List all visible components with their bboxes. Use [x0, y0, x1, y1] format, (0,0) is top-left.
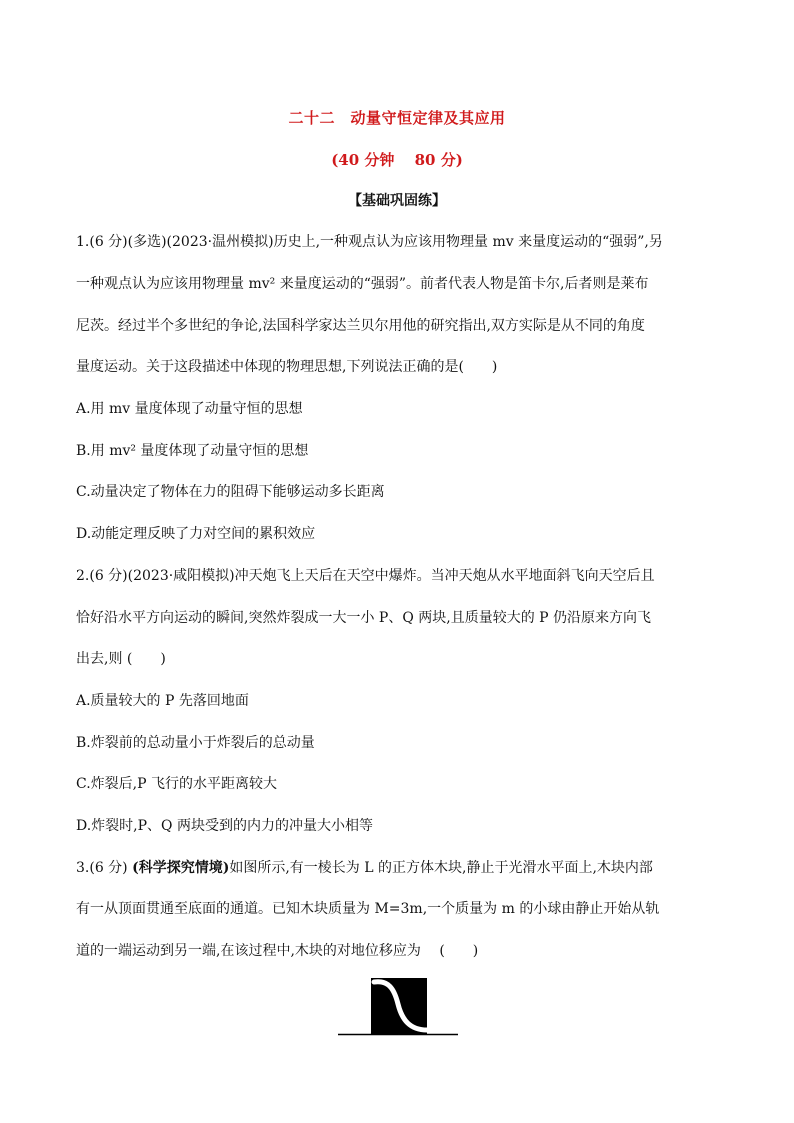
q1-option-b: B.用 mv² 量度体现了动量守恒的思想 [76, 443, 309, 459]
cube-channel-figure [338, 976, 458, 1036]
page-title: 二十二 动量守恒定律及其应用 [288, 109, 506, 127]
q1-option-d: D.动能定理反映了力对空间的累积效应 [76, 526, 316, 542]
time-score-subtitle: (40 分钟 80 分) [331, 151, 463, 169]
q3-context-tag: (科学探究情境) [132, 860, 230, 876]
q1-line-2: 一种观点认为应该用物理量 mv² 来量度运动的“强弱”。前者代表人物是笛卡尔,后者则是莱布 [76, 276, 649, 292]
q1-line-1: 1.(6 分)(多选)(2023·温州模拟)历史上,一种观点认为应该用物理量 mv 来量度运动的“强弱”,另 [76, 234, 663, 250]
q3-line-2: 有一从顶面贯通至底面的通道。已知木块质量为 M=3m,一个质量为 m 的小球由静止开始从轨 [76, 901, 660, 917]
q3-line-1-text: 如图所示,有一棱长为 L 的正方体木块,静止于光滑水平面上,木块内部 [229, 860, 653, 876]
q2-line-3: 出去,则 ( ) [76, 651, 166, 667]
q3-number: 3.(6 分) [76, 860, 133, 876]
q3-line-1 [76, 858, 726, 878]
q2-line-1: 2.(6 分)(2023·咸阳模拟)冲天炮飞上天后在天空中爆炸。当冲天炮从水平地面斜飞向天空后且 [76, 568, 655, 584]
q2-option-a: A.质量较大的 P 先落回地面 [76, 693, 249, 709]
q2-option-c: C.炸裂后,P 飞行的水平距离较大 [76, 776, 277, 792]
q2-option-b: B.炸裂前的总动量小于炸裂后的总动量 [76, 735, 315, 751]
q1-option-a: A.用 mv 量度体现了动量守恒的思想 [76, 401, 303, 417]
q1-line-4: 量度运动。关于这段描述中体现的物理思想,下列说法正确的是( ) [76, 359, 498, 375]
section-heading: 【基础巩固练】 [348, 193, 446, 209]
q3-line-3: 道的一端运动到另一端,在该过程中,木块的对地位移应为 ( ) [76, 943, 479, 959]
q2-line-2: 恰好沿水平方向运动的瞬间,突然炸裂成一大一小 P、Q 两块,且质量较大的 P 仍沿原来方向飞 [76, 610, 652, 626]
q1-option-c: C.动量决定了物体在力的阻碍下能够运动多长距离 [76, 484, 385, 500]
q1-line-3: 尼茨。经过半个多世纪的争论,法国科学家达兰贝尔用他的研究指出,双方实际是从不同的角度 [76, 318, 645, 334]
q2-option-d: D.炸裂时,P、Q 两块受到的内力的冲量大小相等 [76, 818, 373, 834]
